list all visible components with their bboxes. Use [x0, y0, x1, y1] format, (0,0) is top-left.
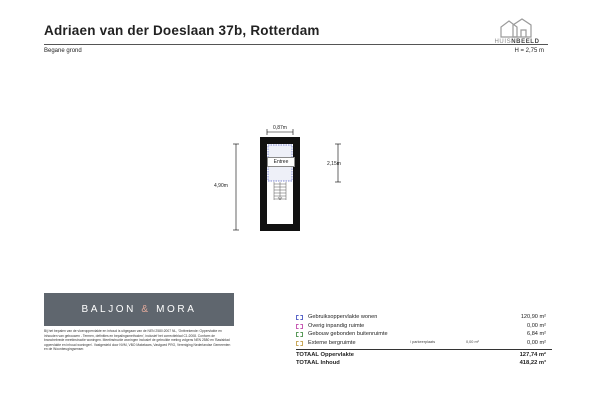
legend-label: Overig inpandig ruimte — [308, 322, 365, 329]
legend-swatch — [296, 324, 303, 329]
brand-logo — [44, 293, 234, 326]
legend-row — [296, 314, 552, 323]
huisinbeeld-logo — [485, 18, 549, 46]
house-icon — [499, 18, 535, 38]
depth-total-dimension: 4,90m — [214, 183, 228, 189]
ceiling-height: H = 2,75 m — [514, 48, 544, 54]
floor-label: Begane grond — [44, 48, 82, 54]
legend-swatch — [296, 332, 303, 337]
legend-value: 120,90 m² — [520, 314, 546, 320]
total-value: 127,74 m² — [519, 351, 546, 358]
total-row — [296, 360, 552, 368]
logo-text — [485, 39, 549, 45]
legend-value: 0,00 m² — [527, 339, 546, 346]
legend-row — [296, 331, 552, 340]
brand-left: BALJON — [81, 304, 137, 315]
logo-suffix: NBEELD — [511, 39, 540, 45]
legend-value: 0,00 m² — [527, 322, 546, 329]
width-dimension: 0,87m — [273, 125, 287, 131]
floor-plan-drawing — [200, 120, 400, 250]
legend-label: Gebouw gebonden buitenruimte — [308, 331, 388, 337]
legend-row — [296, 340, 552, 349]
total-value: 418,22 m³ — [519, 359, 546, 366]
total-row — [296, 352, 552, 360]
legend-label: Externe bergruimte — [308, 339, 356, 346]
legend-row — [296, 323, 552, 332]
logo-prefix: HUIS — [494, 39, 512, 45]
legend-extra-value: 0,00 m² — [466, 340, 479, 345]
brand-amp: & — [141, 304, 151, 315]
legend-divider — [296, 349, 552, 350]
page-title: Adriaen van der Doeslaan 37b, Rotterdam — [44, 23, 320, 38]
room-label-entree: Entree — [267, 157, 295, 167]
legend-label: Gebruiksoppervlakte wonen — [308, 314, 378, 320]
legend-value: 6,84 m² — [527, 331, 546, 337]
floor-plan — [200, 120, 400, 250]
total-label: TOTAAL Oppervlakte — [296, 351, 354, 358]
header-divider — [44, 44, 548, 45]
total-label: TOTAAL Inhoud — [296, 359, 340, 366]
legend-swatch — [296, 315, 303, 320]
depth-room-dimension: 2,15m — [327, 161, 341, 167]
legend-sublabel: / parkeerplaats — [410, 340, 436, 345]
area-legend — [296, 314, 552, 368]
legend-swatch — [296, 341, 303, 346]
brand-right: MORA — [156, 304, 197, 315]
measurement-disclaimer: Bij het bepalen van de vloeroppervlakte en inhoud is uitgegaan van de NEN 2580:2007 NL, 'Ontbrekende: Oppervlakte en inhouden van gebouwen - Termen, definities en bepalingsmethoden', inclusief het correctieblad C1:2008. Conform de branchebrede meetinstructie woningen. Meetinstructie woningen inclusief de gebruikte meting volgens NEN 2580 en 'Basisblad oppervlakte en inhoud woningen'. Vastgesteld door NVM, VBO Makelaars, Vastgoed PRO, Vereniging Nederlandse Gemeenten en de Woonbeugingsenser. — [44, 329, 231, 352]
